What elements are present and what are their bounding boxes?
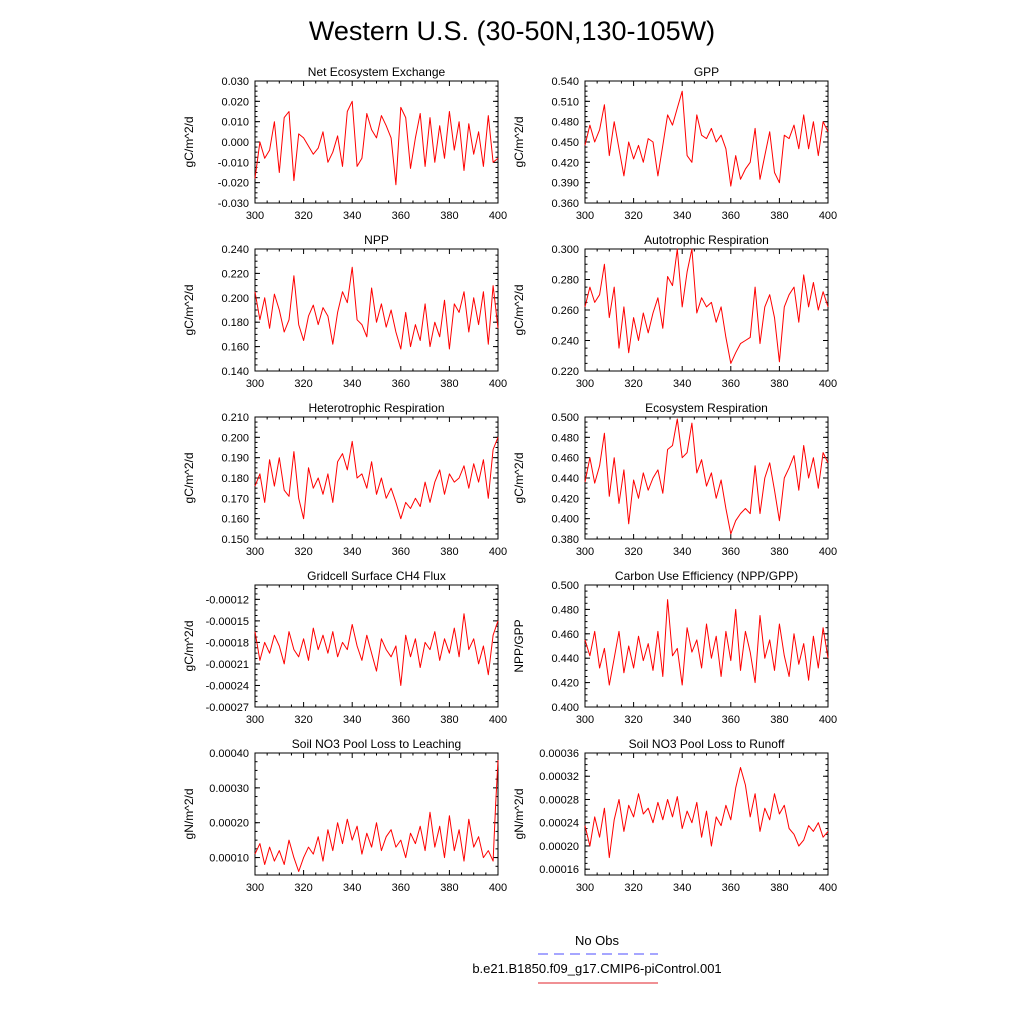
panel-grid <box>182 65 837 894</box>
series-line <box>255 101 498 184</box>
x-tick-label: 340 <box>343 882 362 894</box>
y-tick-label: -0.00024 <box>205 680 249 693</box>
chart-panel-4 <box>512 233 837 390</box>
y-tick-label: 0.360 <box>551 198 579 210</box>
x-tick-label: 360 <box>391 378 410 390</box>
plot-frame <box>585 249 828 371</box>
y-tick-label: 0.000 <box>221 137 249 149</box>
y-axis-label: gC/m^2/d <box>182 116 196 168</box>
x-tick-label: 400 <box>818 378 838 390</box>
x-tick-label: 300 <box>245 378 265 390</box>
x-tick-label: 360 <box>391 210 410 222</box>
x-tick-label: 320 <box>294 714 313 726</box>
x-tick-label: 360 <box>721 714 740 726</box>
y-tick-label: 0.00016 <box>539 864 579 877</box>
x-tick-label: 360 <box>391 546 410 558</box>
x-tick-label: 340 <box>673 378 692 390</box>
x-tick-label: 320 <box>294 882 313 894</box>
x-tick-label: 320 <box>294 378 313 390</box>
x-tick-label: 300 <box>575 210 595 222</box>
chart-panel-2 <box>512 65 837 222</box>
y-tick-label: 0.540 <box>551 76 579 88</box>
y-axis-label: gC/m^2/d <box>512 452 526 504</box>
x-tick-label: 320 <box>624 546 643 558</box>
y-tick-label: 0.180 <box>221 317 249 330</box>
y-tick-label: 0.170 <box>221 493 249 506</box>
series-line <box>255 614 498 686</box>
series-line <box>585 249 828 363</box>
y-tick-label: 0.140 <box>221 366 249 378</box>
y-tick-label: 0.190 <box>221 452 249 465</box>
x-tick-label: 360 <box>721 546 740 558</box>
x-tick-label: 360 <box>721 210 740 222</box>
x-tick-label: 320 <box>294 546 313 558</box>
chart-title: GPP <box>693 65 720 79</box>
y-tick-label: 0.240 <box>551 335 579 348</box>
x-tick-label: 300 <box>245 210 265 222</box>
x-tick-label: 320 <box>294 210 313 222</box>
chart-title: NPP <box>364 233 389 247</box>
y-tick-label: -0.010 <box>217 157 249 170</box>
y-tick-label: 0.220 <box>221 268 249 281</box>
y-tick-label: 0.390 <box>551 177 579 190</box>
y-tick-label: 0.200 <box>221 432 249 445</box>
chart-panel-5 <box>182 401 507 558</box>
y-axis-label: gC/m^2/d <box>512 116 526 168</box>
y-tick-label: -0.00012 <box>205 594 249 607</box>
y-tick-label: 0.220 <box>551 366 579 378</box>
x-tick-label: 320 <box>624 882 643 894</box>
x-tick-label: 300 <box>245 546 265 558</box>
y-tick-label: 0.440 <box>551 653 579 666</box>
chart-title: Soil NO3 Pool Loss to Leaching <box>291 737 462 751</box>
y-tick-label: 0.380 <box>551 534 579 546</box>
y-tick-label: 0.030 <box>221 76 249 88</box>
x-tick-label: 340 <box>673 714 692 726</box>
plot-frame <box>585 81 828 203</box>
y-tick-label: -0.020 <box>217 177 249 190</box>
y-tick-label: -0.00021 <box>205 658 249 671</box>
y-tick-label: -0.00027 <box>205 702 249 714</box>
x-tick-label: 300 <box>575 882 595 894</box>
x-tick-label: 340 <box>343 378 362 390</box>
chart-panel-6 <box>512 401 837 558</box>
x-tick-label: 400 <box>488 546 508 558</box>
y-tick-label: 0.440 <box>551 473 579 485</box>
y-tick-label: 0.00020 <box>539 840 579 853</box>
series-line <box>255 267 498 349</box>
x-tick-label: 380 <box>440 210 459 222</box>
y-tick-label: 0.300 <box>551 244 579 256</box>
y-tick-label: 0.00032 <box>539 771 579 784</box>
y-axis-label: gC/m^2/d <box>182 620 196 672</box>
y-tick-label: 0.400 <box>551 702 579 714</box>
y-tick-label: 0.480 <box>551 432 579 445</box>
x-tick-label: 340 <box>343 546 362 558</box>
legend-label-no-obs: No Obs <box>574 933 620 948</box>
x-tick-label: 360 <box>721 882 740 894</box>
series-line <box>585 419 828 534</box>
y-axis-label: gC/m^2/d <box>182 452 196 504</box>
y-tick-label: 0.00036 <box>539 748 579 760</box>
y-tick-label: 0.150 <box>221 534 249 546</box>
series-line <box>255 760 498 872</box>
y-tick-label: 0.200 <box>221 292 249 305</box>
x-tick-label: 340 <box>673 210 692 222</box>
x-tick-label: 340 <box>673 882 692 894</box>
series-line <box>585 768 828 858</box>
x-tick-label: 400 <box>818 546 838 558</box>
chart-panel-3 <box>182 233 507 390</box>
series-line <box>585 91 828 186</box>
x-tick-label: 400 <box>818 210 838 222</box>
y-tick-label: 0.210 <box>221 412 249 424</box>
chart-title: Heterotrophic Respiration <box>308 401 445 415</box>
y-tick-label: 0.00010 <box>209 852 249 865</box>
x-tick-label: 380 <box>770 378 789 390</box>
x-tick-label: 400 <box>488 210 508 222</box>
y-tick-label: 0.280 <box>551 274 579 287</box>
chart-title: Ecosystem Respiration <box>645 401 768 415</box>
x-tick-label: 300 <box>575 378 595 390</box>
y-tick-label: 0.500 <box>551 580 579 592</box>
y-tick-label: 0.480 <box>551 116 579 129</box>
y-tick-label: 0.020 <box>221 96 249 109</box>
y-tick-label: 0.00030 <box>209 782 249 795</box>
plot-frame <box>255 753 498 875</box>
y-tick-label: 0.260 <box>551 305 579 317</box>
y-axis-label: gN/m^2/d <box>182 788 196 840</box>
y-tick-label: 0.00020 <box>209 817 249 830</box>
x-tick-label: 380 <box>770 882 789 894</box>
y-tick-label: 0.460 <box>551 452 579 465</box>
plot-frame <box>255 249 498 371</box>
x-tick-label: 380 <box>770 714 789 726</box>
x-tick-label: 320 <box>624 210 643 222</box>
chart-panel-8 <box>512 569 837 726</box>
y-tick-label: -0.00015 <box>205 615 249 628</box>
y-tick-label: 0.160 <box>221 341 249 354</box>
y-axis-label: NPP/GPP <box>512 619 526 673</box>
y-tick-label: 0.160 <box>221 513 249 526</box>
x-tick-label: 400 <box>488 714 508 726</box>
chart-panel-7 <box>182 569 507 726</box>
x-tick-label: 320 <box>624 714 643 726</box>
y-tick-label: 0.450 <box>551 137 579 149</box>
x-tick-label: 340 <box>343 714 362 726</box>
plot-frame <box>255 585 498 707</box>
x-tick-label: 380 <box>440 378 459 390</box>
y-tick-label: 0.420 <box>551 677 579 690</box>
x-tick-label: 360 <box>721 378 740 390</box>
y-tick-label: 0.00028 <box>539 794 579 807</box>
x-tick-label: 300 <box>575 714 595 726</box>
chart-title: Gridcell Surface CH4 Flux <box>307 569 446 583</box>
chart-title: Autotrophic Respiration <box>644 233 769 247</box>
x-tick-label: 400 <box>488 882 508 894</box>
y-tick-label: 0.480 <box>551 604 579 617</box>
legend-label-model-run: b.e21.B1850.f09_g17.CMIP6-piControl.001 <box>472 961 722 976</box>
chart-panel-1 <box>182 65 507 222</box>
x-tick-label: 380 <box>770 546 789 558</box>
x-tick-label: 340 <box>343 210 362 222</box>
x-tick-label: 380 <box>770 210 789 222</box>
y-tick-label: 0.240 <box>221 244 249 256</box>
x-tick-label: 300 <box>245 714 265 726</box>
x-tick-label: 300 <box>245 882 265 894</box>
y-axis-label: gC/m^2/d <box>182 284 196 336</box>
x-tick-label: 380 <box>440 546 459 558</box>
x-tick-label: 360 <box>391 882 410 894</box>
page-title: Western U.S. (30-50N,130-105W) <box>308 16 716 46</box>
y-tick-label: 0.510 <box>551 96 579 109</box>
x-tick-label: 400 <box>818 882 838 894</box>
plot-frame <box>585 585 828 707</box>
chart-panel-9 <box>182 737 507 894</box>
y-axis-label: gN/m^2/d <box>512 788 526 840</box>
y-tick-label: 0.00024 <box>539 817 579 830</box>
x-tick-label: 300 <box>575 546 595 558</box>
y-tick-label: 0.420 <box>551 157 579 170</box>
x-tick-label: 380 <box>440 882 459 894</box>
x-tick-label: 400 <box>818 714 838 726</box>
y-tick-label: 0.00040 <box>209 748 249 760</box>
y-tick-label: 0.180 <box>221 473 249 485</box>
series-line <box>585 600 828 685</box>
y-axis-label: gC/m^2/d <box>512 284 526 336</box>
chart-title: Carbon Use Efficiency (NPP/GPP) <box>614 569 799 583</box>
y-tick-label: 0.500 <box>551 412 579 424</box>
x-tick-label: 380 <box>440 714 459 726</box>
series-line <box>255 437 498 518</box>
y-tick-label: 0.420 <box>551 493 579 506</box>
x-tick-label: 320 <box>624 378 643 390</box>
chart-title: Net Ecosystem Exchange <box>307 65 446 79</box>
y-tick-label: 0.460 <box>551 628 579 641</box>
x-tick-label: 360 <box>391 714 410 726</box>
y-tick-label: -0.030 <box>217 198 249 210</box>
chart-panel-10 <box>512 737 837 894</box>
y-tick-label: 0.010 <box>221 116 249 129</box>
plot-frame <box>585 417 828 539</box>
y-tick-label: -0.00018 <box>205 637 249 650</box>
chart-title: Soil NO3 Pool Loss to Runoff <box>628 737 785 751</box>
legend <box>472 933 721 983</box>
x-tick-label: 400 <box>488 378 508 390</box>
y-tick-label: 0.400 <box>551 513 579 526</box>
x-tick-label: 340 <box>673 546 692 558</box>
